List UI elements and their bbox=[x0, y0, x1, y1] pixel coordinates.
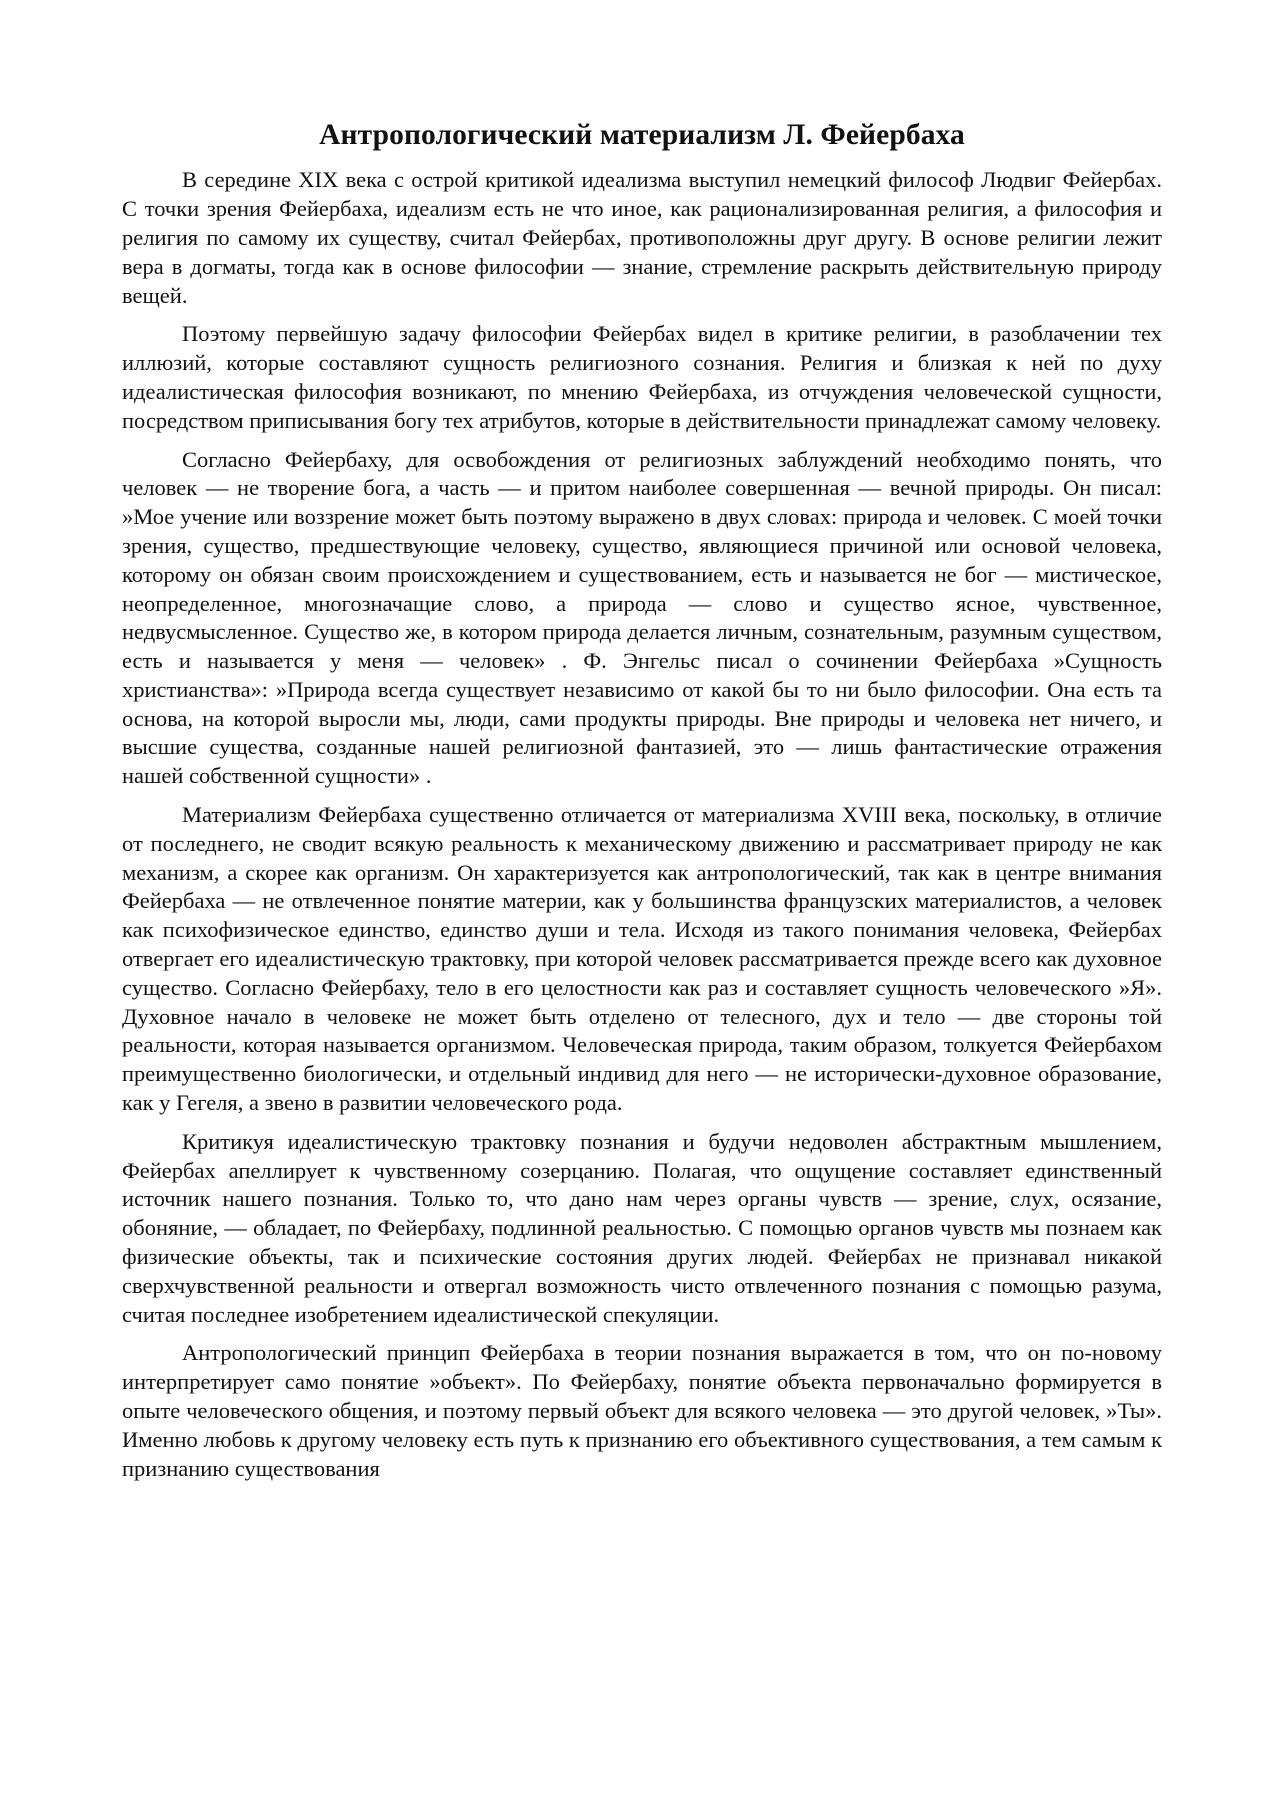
paragraph-2: Поэтому первейшую задачу философии Фейербах видел в критике религии, в разоблачении тех иллюзий, которые составляют сущность религиозного сознания. Религия и близкая к ней по духу идеалистическая философия возникают, по мнению Фейербаха, из отчуждения человеческой сущности, посредством приписывания богу тех атрибутов, которые в действительности принадлежат самому человеку. bbox=[122, 321, 1162, 433]
document-title: Антропологический материализм Л. Фейербаха bbox=[319, 119, 965, 151]
paragraph-1: В середине XIX века с острой критикой идеализма выступил немецкий философ Людвиг Фейербах. С точки зрения Фейербаха, идеализм есть не что иное, как рационализированная религия, а философия и религия по самому их существу, считал Фейербах, противоположны друг другу. В основе религии лежит вера в догматы, тогда как в основе философии — знание, стремление раскрыть действительную природу вещей. bbox=[122, 167, 1162, 308]
document-page bbox=[122, 116, 1162, 1483]
paragraph-5: Критикуя идеалистическую трактовку познания и будучи недоволен абстрактным мышлением, Фейербах апеллирует к чувственному созерцанию. Полагая, что ощущение составляет единственный источник нашего познания. Только то, что дано нам через органы чувств — зрение, слух, осязание, обоняние, — обладает, по Фейербаху, подлинной реальностью. С помощью органов чувств мы познаем как физические объекты, так и психические состояния других людей. Фейербах не признавал никакой сверхчувственной реальности и отвергал возможность чисто отвлеченного познания с помощью разума, считая последнее изобретением идеалистической спекуляции. bbox=[122, 1128, 1162, 1327]
paragraph-4: Материализм Фейербаха существенно отличается от материализма XVIII века, поскольку, в отличие от последнего, не сводит всякую реальность к механическому движению и рассматривает природу не как механизм, а скорее как организм. Он характеризуется как антропологический, так как в центре внимания Фейербаха — не отвлеченное понятие материи, как у большинства французских материалистов, а человек как психофизическое единство, единство души и тела. Исходя из такого понимания человека, Фейербах отвергает его идеалистическую трактовку, при которой человек рассматривается прежде всего как духовное существо. Согласно Фейербаху, тело в его целостности как раз и составляет сущность человеческого »Я». Духовное начало в человеке не может быть отделено от телесного, дух и тело — две стороны той реальности, которая называется организмом. Человеческая природа, таким образом, толкуется Фейербахом преимущественно биологически, и отдельный индивид для него — не исторически-духовное образование, как у Гегеля, а звено в развитии человеческого рода. bbox=[122, 802, 1162, 1116]
paragraph-3: Согласно Фейербаху, для освобождения от религиозных заблуждений необходимо понять, что человек — не творение бога, а часть — и притом наиболее совершенная — вечной природы. Он писал: »Мое учение или воззрение может быть поэтому выражено в двух словах: природа и человек. С моей точки зрения, существо, предшествующие человеку, существо, являющиеся причиной или основой человека, которому он обязан своим происхождением и существованием, есть и называется не бог — мистическое, неопределенное, многозначащие слово, а природа — слово и существо ясное, чувственное, недвусмысленное. Существо же, в котором природа делается личным, сознательным, разумным существом, есть и называется у меня — человек» . Ф. Энгельс писал о сочинении Фейербаха »Сущность христианства»: »Природа всегда существует независимо от какой бы то ни было философии. Она есть та основа, на которой выросли мы, люди, сами продукты природы. Вне природы и человека нет ничего, и высшие существа, созданные нашей религиозной фантазией, это — лишь фантастические отражения нашей собственной сущности» . bbox=[122, 446, 1162, 789]
paragraph-6: Антропологический принцип Фейербаха в теории познания выражается в том, что он по-новому интерпретирует само понятие »объект». По Фейербаху, понятие объекта первоначально формируется в опыте человеческого общения, и поэтому первый объект для всякого человека — это другой человек, »Ты». Именно любовь к другому человеку есть путь к признанию его объективного существования, а тем самым к признанию существования bbox=[122, 1340, 1162, 1481]
